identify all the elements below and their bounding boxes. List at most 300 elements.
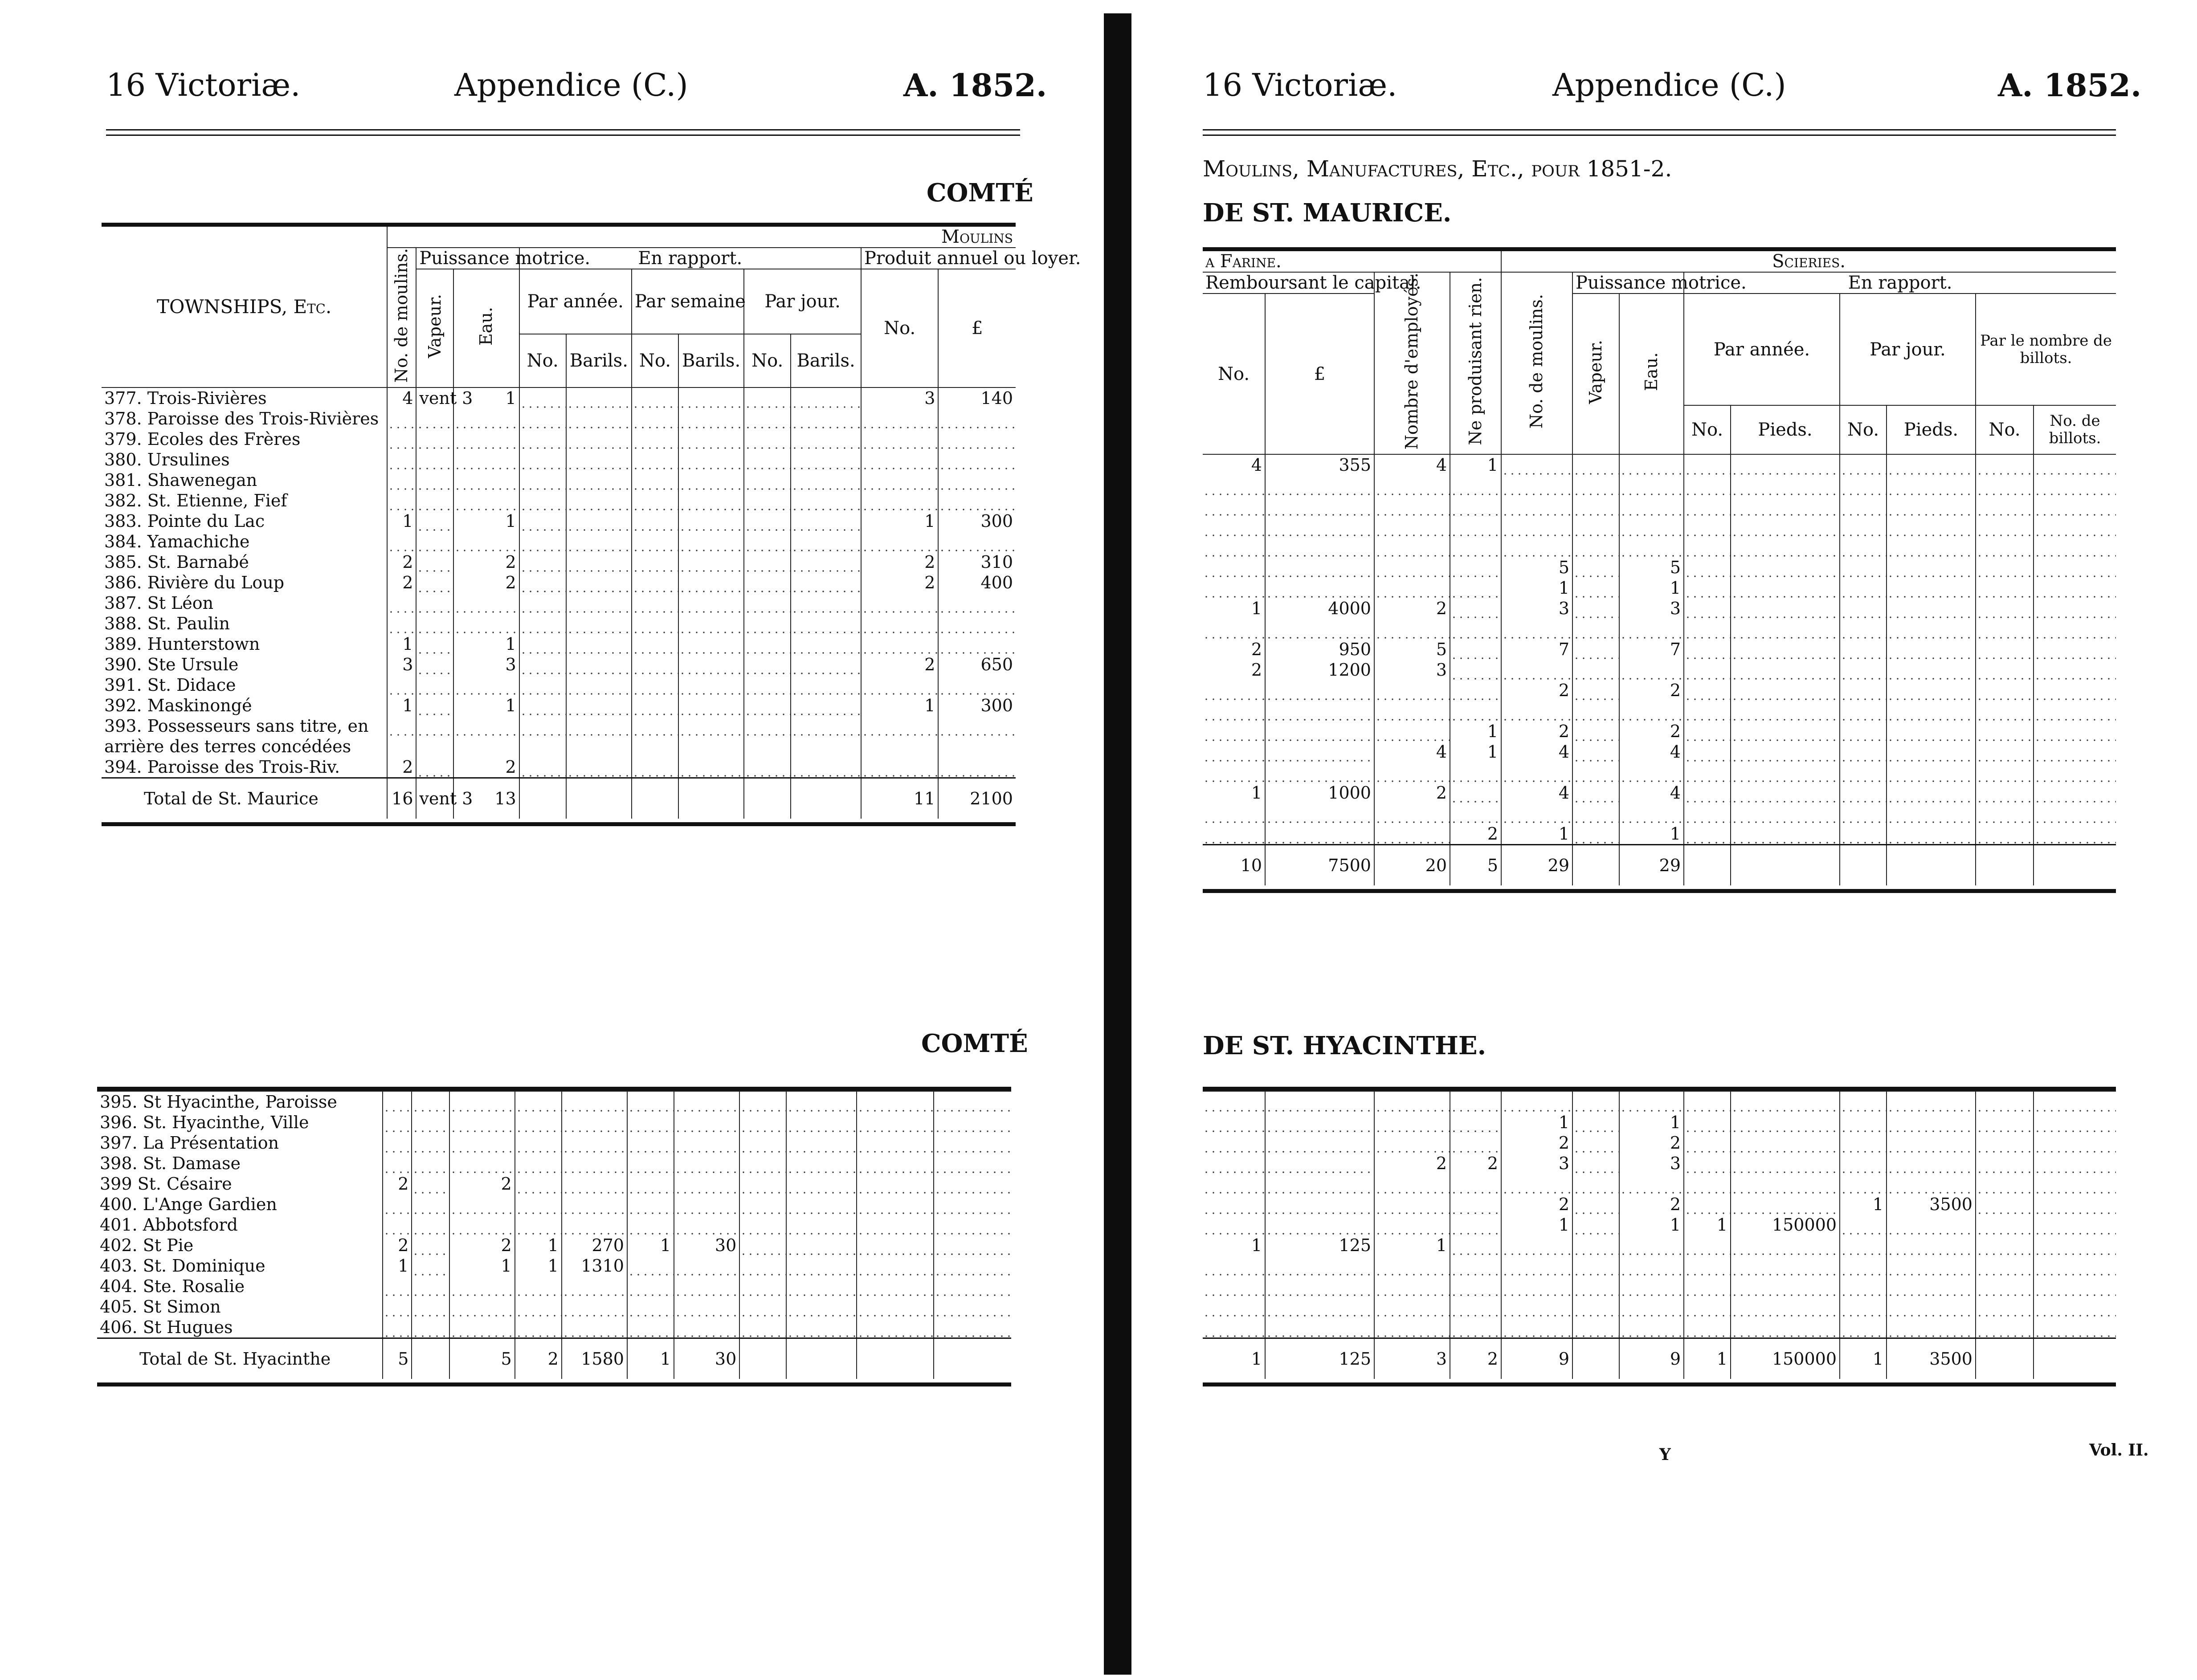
cell-prod_no — [857, 1215, 934, 1235]
produit-no-header: No. — [861, 269, 938, 387]
cell-b_no — [1976, 1215, 2034, 1235]
cell-an_no — [519, 490, 566, 511]
farine-scieries-table-maurice — [1203, 247, 2116, 885]
table-row — [102, 757, 1016, 778]
cell-rien — [1450, 557, 1501, 578]
cell-sem_barils — [678, 511, 744, 531]
cell-an_barils — [566, 675, 632, 695]
cell-prod_no — [857, 1338, 934, 1379]
cell-s_eau — [1619, 1235, 1684, 1256]
cell-j_no — [1840, 742, 1887, 762]
cell-a_no — [1684, 701, 1731, 721]
cell-prod_no — [857, 1297, 934, 1317]
cell-prod_no — [861, 757, 938, 778]
cell-r_no: 2 — [1251, 660, 1262, 680]
cell-an_barils — [566, 695, 632, 716]
cell-s_mo: 7 — [1501, 639, 1572, 660]
cell-sem_barils — [678, 695, 744, 716]
cell-a_pieds — [1731, 557, 1840, 578]
cell-emp — [1374, 762, 1450, 783]
cell-emp: 3 — [1374, 660, 1450, 680]
cell-j_no — [1840, 803, 1887, 824]
cell-s_mo — [1501, 701, 1572, 721]
signature-mark: Y — [1659, 1445, 1671, 1464]
cell-eau: 2 — [453, 572, 519, 593]
cell-emp — [1374, 557, 1450, 578]
eau-header: Eau. — [1619, 294, 1684, 454]
cell-emp — [1374, 701, 1450, 721]
cell-b_no — [1976, 537, 2034, 557]
cell-s_mo — [1501, 1174, 1572, 1194]
cell-sem_barils — [674, 1276, 739, 1297]
cell-s_mo: 3 — [1501, 1153, 1572, 1174]
cell-b_billots — [2034, 1112, 2116, 1133]
table-row — [1203, 701, 2116, 721]
township-name: 399 St. Césaire — [100, 1174, 232, 1194]
cell-emp: 5 — [1374, 639, 1450, 660]
cell-an_barils — [562, 1091, 627, 1112]
cell-s_eau — [1619, 1276, 1684, 1297]
cell-b_no — [1976, 619, 2034, 639]
header-rule — [1203, 129, 2116, 130]
table-row — [102, 675, 1016, 695]
cell-j_pieds — [1887, 454, 1976, 475]
table-row — [1203, 557, 2116, 578]
cell-vapeur — [416, 716, 453, 757]
townships-header: TOWNSHIPS, Etc. — [102, 225, 387, 388]
cell-sem_no: 1 — [627, 1235, 674, 1256]
table-row — [1203, 824, 2116, 845]
cell-an_no — [519, 572, 566, 593]
cell-s_vap — [1572, 454, 1619, 475]
cell-jour_barils — [786, 1338, 857, 1379]
table-row — [102, 511, 1016, 531]
cell-s_mo — [1501, 1235, 1572, 1256]
cell-b_billots — [2034, 1133, 2116, 1153]
cell-jour_barils — [786, 1133, 857, 1153]
cell-sem_barils — [674, 1215, 739, 1235]
cell-moulins — [387, 429, 416, 449]
cell-prod_no — [861, 429, 938, 449]
cell-prod_no: 1 — [861, 511, 938, 531]
cell-jour_barils — [791, 408, 861, 429]
cell-s_vap — [1572, 1276, 1619, 1297]
cell-sem_no — [632, 613, 678, 634]
cell-j_pieds — [1887, 783, 1976, 803]
produit-header: Produit annuel ou loyer. — [861, 248, 1016, 269]
cell-r_no: 1 — [1251, 783, 1262, 803]
table-row — [1203, 1091, 2116, 1112]
total-row — [1203, 845, 2116, 886]
cell-r_no — [1203, 824, 1265, 845]
cell-s_eau: 29 — [1619, 845, 1684, 886]
cell-s_mo — [1501, 803, 1572, 824]
cell-sem_no — [632, 572, 678, 593]
cell-sem_no — [627, 1317, 674, 1338]
cell-a_no: 1 — [1684, 1215, 1731, 1235]
cell-an_barils — [566, 613, 632, 634]
cell-b_billots — [2034, 824, 2116, 845]
cell-j_pieds — [1887, 1256, 1976, 1276]
cell-prod_l — [934, 1215, 1011, 1235]
cell-eau: 1 — [453, 634, 519, 654]
cell-sem_no: 1 — [627, 1338, 674, 1379]
cell-eau — [449, 1091, 515, 1112]
cell-rien: 1 — [1450, 742, 1501, 762]
cell-emp — [1374, 1174, 1450, 1194]
table-bottom-rule — [102, 822, 1016, 826]
cell-r_l: 4000 — [1265, 598, 1374, 619]
cell-sem_no — [632, 634, 678, 654]
cell-sem_no — [632, 408, 678, 429]
table-row — [102, 593, 1016, 613]
cell-emp — [1374, 516, 1450, 537]
cell-b_billots — [2034, 1256, 2116, 1276]
cell-a_pieds — [1731, 516, 1840, 537]
cell-moulins: 2 — [387, 757, 416, 778]
cell-j_no — [1840, 557, 1887, 578]
table-row — [102, 613, 1016, 634]
cell-b_no — [1976, 1112, 2034, 1133]
cell-sem_no — [627, 1194, 674, 1215]
township-name: Total de St. Hyacinthe — [97, 1338, 383, 1379]
cell-a_pieds — [1731, 639, 1840, 660]
cell-a_no — [1684, 598, 1731, 619]
cell-an_no: 1 — [515, 1235, 562, 1256]
cell-jour_barils — [791, 593, 861, 613]
cell-moulins — [387, 613, 416, 634]
cell-r_l — [1265, 578, 1374, 598]
cell-s_vap — [1572, 578, 1619, 598]
cell-s_mo — [1501, 496, 1572, 516]
cell-sem_no — [627, 1256, 674, 1276]
table-row — [102, 387, 1016, 408]
farine-group-heading: a Farine. — [1203, 249, 1501, 273]
cell-r_no — [1203, 557, 1265, 578]
annee-no-header: No. — [1684, 405, 1731, 454]
cell-a_no — [1684, 1091, 1731, 1112]
cell-a_no — [1684, 639, 1731, 660]
cell-j_no — [1840, 1276, 1887, 1297]
cell-rien — [1450, 1091, 1501, 1112]
cell-a_pieds — [1731, 578, 1840, 598]
annee-no-header: No. — [519, 334, 566, 387]
cell-emp — [1374, 496, 1450, 516]
cell-a_pieds — [1731, 660, 1840, 680]
cell-eau: 13 — [453, 778, 519, 819]
cell-s_eau: 3 — [1619, 598, 1684, 619]
appendix-label: Appendice (C.) — [1552, 67, 1786, 103]
cell-a_no — [1684, 1133, 1731, 1153]
cell-an_no — [519, 552, 566, 572]
cell-s_mo — [1501, 619, 1572, 639]
cell-eau — [449, 1194, 515, 1215]
annee-barils-header: Barils. — [566, 334, 632, 387]
township-name: 394. Paroisse des Trois-Riv. — [104, 757, 340, 777]
cell-s_mo — [1501, 1276, 1572, 1297]
cell-emp — [1374, 803, 1450, 824]
cell-jour_no — [739, 1338, 786, 1379]
cell-r_l: 355 — [1265, 454, 1374, 475]
cell-s_eau — [1619, 1091, 1684, 1112]
cell-j_pieds — [1887, 803, 1976, 824]
cell-prod_l — [938, 757, 1016, 778]
cell-moulins — [383, 1276, 412, 1297]
cell-j_no — [1840, 1153, 1887, 1174]
cell-r_no — [1203, 1194, 1265, 1215]
cell-b_billots — [2034, 660, 2116, 680]
cell-vapeur — [416, 511, 453, 531]
township-name: 404. Ste. Rosalie — [100, 1276, 245, 1296]
cell-sem_barils — [678, 408, 744, 429]
cell-b_no — [1976, 475, 2034, 496]
cell-b_no — [1976, 1091, 2034, 1112]
cell-r_l — [1265, 537, 1374, 557]
cell-sem_barils — [678, 449, 744, 470]
cell-a_pieds — [1731, 1133, 1840, 1153]
cell-an_no — [519, 387, 566, 408]
cell-prod_no — [861, 490, 938, 511]
cell-a_pieds — [1731, 1153, 1840, 1174]
cell-r_no: 2 — [1251, 640, 1262, 660]
cell-jour_no — [739, 1112, 786, 1133]
cell-prod_no — [861, 613, 938, 634]
cell-jour_no — [739, 1174, 786, 1194]
cell-b_no — [1976, 1133, 2034, 1153]
year-label: A. 1852. — [903, 67, 1047, 104]
en-rapport-header: En rapport. — [1684, 272, 2116, 294]
cell-prod_no — [861, 675, 938, 695]
cell-emp — [1374, 1215, 1450, 1235]
cell-prod_l — [938, 490, 1016, 511]
cell-r_l — [1265, 680, 1374, 701]
cell-jour_barils — [791, 429, 861, 449]
cell-j_no — [1840, 783, 1887, 803]
cell-j_no — [1840, 1112, 1887, 1133]
cell-an_barils — [562, 1174, 627, 1194]
cell-j_pieds — [1887, 557, 1976, 578]
cell-moulins — [387, 449, 416, 470]
annee-pieds-header: Pieds. — [1731, 405, 1840, 454]
cell-sem_no — [632, 757, 678, 778]
cell-rien — [1450, 803, 1501, 824]
cell-eau — [449, 1153, 515, 1174]
cell-moulins: 2 — [387, 552, 416, 572]
cell-rien — [1450, 619, 1501, 639]
cell-prod_l: 2100 — [938, 778, 1016, 819]
cell-prod_l — [934, 1091, 1011, 1112]
cell-an_no: 1 — [515, 1256, 562, 1276]
cell-s_eau: 9 — [1619, 1338, 1684, 1379]
cell-b_billots — [2034, 1174, 2116, 1194]
table-row — [1203, 721, 2116, 742]
cell-b_billots — [2034, 496, 2116, 516]
cell-rien — [1450, 639, 1501, 660]
cell-jour_barils — [786, 1174, 857, 1194]
cell-jour_barils — [786, 1194, 857, 1215]
cell-eau — [453, 470, 519, 490]
cell-vapeur — [412, 1297, 449, 1317]
cell-j_no — [1840, 598, 1887, 619]
cell-moulins — [387, 408, 416, 429]
cell-sem_barils — [678, 429, 744, 449]
cell-j_no — [1840, 824, 1887, 845]
township-name: 378. Paroisse des Trois-Rivières — [104, 409, 379, 429]
table-row — [1203, 1133, 2116, 1153]
cell-prod_no — [861, 593, 938, 613]
cell-moulins — [383, 1091, 412, 1112]
table-row — [1203, 783, 2116, 803]
cell-an_barils — [566, 490, 632, 511]
cell-emp: 1 — [1374, 1235, 1450, 1256]
cell-vapeur: vent 3 — [416, 387, 453, 408]
cell-prod_no — [857, 1256, 934, 1276]
cell-an_barils — [566, 654, 632, 675]
cell-a_pieds: 150000 — [1731, 1338, 1840, 1379]
cell-eau — [449, 1215, 515, 1235]
cell-a_pieds — [1731, 475, 1840, 496]
cell-vapeur — [416, 572, 453, 593]
cell-j_pieds — [1887, 1235, 1976, 1256]
cell-an_barils — [566, 511, 632, 531]
township-name: 390. Ste Ursule — [104, 655, 239, 675]
cell-b_billots — [2034, 1091, 2116, 1112]
cell-j_pieds — [1887, 639, 1976, 660]
cell-emp: 3 — [1374, 1338, 1450, 1379]
cell-r_no — [1203, 721, 1265, 742]
cell-r_no: 10 — [1203, 845, 1265, 886]
cell-sem_no — [632, 511, 678, 531]
table-row — [1203, 1297, 2116, 1317]
cell-rien — [1450, 1276, 1501, 1297]
cell-b_billots — [2034, 537, 2116, 557]
pound-header: £ — [938, 269, 1016, 387]
cell-prod_no — [857, 1112, 934, 1133]
semaine-no-header: No. — [632, 334, 678, 387]
cell-prod_l — [938, 531, 1016, 552]
cell-jour_barils — [791, 531, 861, 552]
cell-jour_no — [744, 572, 791, 593]
cell-a_pieds — [1731, 1091, 1840, 1112]
cell-an_barils — [566, 634, 632, 654]
cell-rien — [1450, 578, 1501, 598]
cell-rien — [1450, 598, 1501, 619]
cell-j_pieds — [1887, 516, 1976, 537]
cell-jour_no — [744, 552, 791, 572]
cell-a_pieds — [1731, 1194, 1840, 1215]
table-row — [1203, 1112, 2116, 1133]
cell-jour_no — [739, 1133, 786, 1153]
cell-s_vap — [1572, 1338, 1619, 1379]
cell-vapeur — [412, 1174, 449, 1194]
cell-r_l: 1000 — [1265, 783, 1374, 803]
cell-an_barils — [566, 757, 632, 778]
cell-b_billots — [2034, 762, 2116, 783]
cell-prod_l: 300 — [938, 695, 1016, 716]
cell-r_l — [1265, 1194, 1374, 1215]
cell-prod_l: 400 — [938, 572, 1016, 593]
cell-s_vap — [1572, 1112, 1619, 1133]
semaine-barils-header: Barils. — [678, 334, 744, 387]
cell-jour_barils — [791, 675, 861, 695]
table-row — [97, 1091, 1011, 1112]
cell-sem_barils — [674, 1256, 739, 1276]
cell-s_mo: 29 — [1501, 845, 1572, 886]
cell-s_mo: 1 — [1501, 578, 1572, 598]
cell-an_no — [515, 1297, 562, 1317]
par-jour-header: Par jour. — [1840, 294, 1976, 405]
table-row — [102, 429, 1016, 449]
no-moulins-header: No. de moulins. — [387, 248, 416, 387]
cell-a_pieds — [1731, 1297, 1840, 1317]
cell-j_pieds — [1887, 1174, 1976, 1194]
cell-rien: 2 — [1450, 1338, 1501, 1379]
cell-s_mo: 5 — [1501, 557, 1572, 578]
table-row — [1203, 660, 2116, 680]
cell-prod_l — [934, 1338, 1011, 1379]
cell-sem_barils — [674, 1317, 739, 1338]
cell-r_l — [1265, 619, 1374, 639]
cell-jour_barils — [786, 1153, 857, 1174]
cell-b_no — [1976, 1174, 2034, 1194]
township-name: 400. L'Ange Gardien — [100, 1195, 277, 1214]
cell-a_no — [1684, 721, 1731, 742]
cell-b_billots — [2034, 680, 2116, 701]
cell-r_l — [1265, 1133, 1374, 1153]
cell-j_no: 1 — [1840, 1194, 1887, 1215]
cell-prod_no — [861, 470, 938, 490]
table-row — [97, 1215, 1011, 1235]
cell-moulins — [387, 490, 416, 511]
cell-prod_l — [938, 675, 1016, 695]
cell-r_l: 125 — [1265, 1338, 1374, 1379]
cell-an_barils — [566, 408, 632, 429]
farine-scieries-table-hyacinthe — [1203, 1087, 2116, 1379]
table-row — [1203, 1153, 2116, 1174]
cell-vapeur — [412, 1194, 449, 1215]
cell-s_vap — [1572, 557, 1619, 578]
cell-jour_barils — [786, 1235, 857, 1256]
cell-s_mo — [1501, 1091, 1572, 1112]
township-name: 384. Yamachiche — [104, 532, 250, 552]
cell-r_no — [1203, 1112, 1265, 1133]
par-billots-header: Par le nombre de billots. — [1976, 294, 2116, 405]
cell-s_mo: 4 — [1501, 783, 1572, 803]
cell-an_barils — [566, 572, 632, 593]
cell-rien — [1450, 1317, 1501, 1338]
cell-jour_barils — [791, 511, 861, 531]
cell-sem_no — [627, 1112, 674, 1133]
cell-prod_no: 11 — [861, 778, 938, 819]
cell-b_no — [1976, 1276, 2034, 1297]
cell-s_mo — [1501, 1297, 1572, 1317]
cell-an_barils: 1580 — [562, 1338, 627, 1379]
cell-r_l — [1265, 1297, 1374, 1317]
cell-s_mo — [1501, 475, 1572, 496]
township-name: 406. St Hugues — [100, 1317, 233, 1337]
cell-an_barils — [562, 1276, 627, 1297]
cell-r_no — [1203, 762, 1265, 783]
cell-rien — [1450, 701, 1501, 721]
cell-prod_l: 310 — [938, 552, 1016, 572]
cell-sem_no — [632, 429, 678, 449]
cell-j_pieds — [1887, 1091, 1976, 1112]
cell-b_billots — [2034, 598, 2116, 619]
cell-an_no: 2 — [515, 1338, 562, 1379]
cell-eau: 3 — [453, 654, 519, 675]
cell-s_eau — [1619, 1297, 1684, 1317]
cell-r_no — [1203, 803, 1265, 824]
